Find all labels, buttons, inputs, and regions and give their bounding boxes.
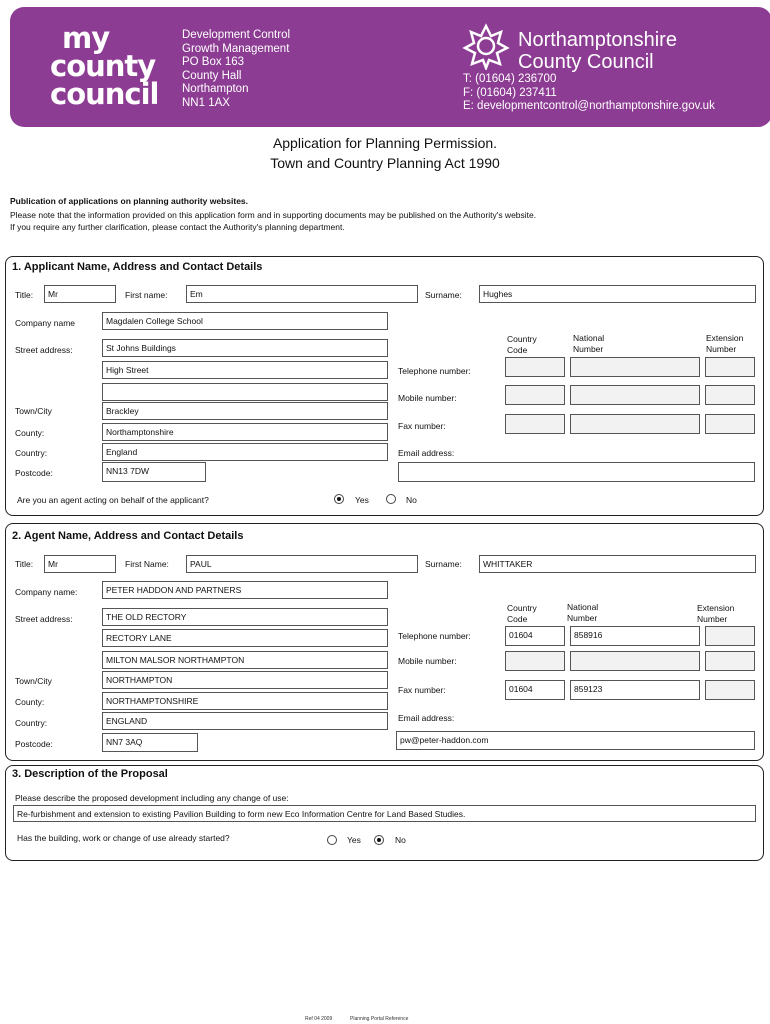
label-fax: Fax number: [398, 421, 446, 431]
form-title-line2: Town and Country Planning Act 1990 [270, 155, 500, 171]
section-3-title: 3. Description of the Proposal [12, 768, 168, 780]
proposal-description-field[interactable]: Re-furbishment and extension to existing Pavilion Building to form new Eco Information Centre for Land Based Studies. [13, 805, 756, 822]
applicant-first-name-field[interactable]: Em [186, 285, 418, 303]
label-agent-postcode: Postcode: [15, 739, 53, 749]
agent-no-radio[interactable] [386, 494, 396, 504]
applicant-town-field[interactable]: Brackley [102, 402, 388, 420]
agent-question: Are you an agent acting on behalf of the applicant? [17, 495, 209, 505]
letterhead-banner [10, 7, 770, 127]
label-agent-country: Country: [15, 718, 48, 728]
agent-fax-extension[interactable] [705, 680, 755, 700]
agent-fax-country-code[interactable]: 01604 [505, 680, 565, 700]
office-address: Development Control Growth Management PO Box 163 County Hall Northampton NN1 1AX [182, 29, 291, 109]
applicant-company-field[interactable]: Magdalen College School [102, 312, 388, 330]
agent-yes-label: Yes [355, 495, 369, 505]
applicant-tel-country-code[interactable] [505, 357, 565, 377]
label-national-number: National Number [573, 333, 605, 354]
section-2-title: 2. Agent Name, Address and Contact Details [12, 530, 244, 542]
label-company: Company name [15, 318, 76, 328]
agent-street-line1[interactable]: THE OLD RECTORY [102, 608, 388, 626]
label-agent-country-code: Country Code [507, 603, 537, 624]
agent-fax-national[interactable]: 859123 [570, 680, 700, 700]
agent-tel-country-code[interactable]: 01604 [505, 626, 565, 646]
label-agent-county: County: [15, 697, 45, 707]
label-agent-national-number: National Number [567, 602, 599, 623]
label-county: County: [15, 428, 45, 438]
started-no-label: No [395, 835, 406, 845]
label-agent-fax: Fax number: [398, 685, 446, 695]
label-title: Title: [15, 290, 34, 300]
applicant-mobile-country-code[interactable] [505, 385, 565, 405]
label-agent-town: Town/City [15, 676, 52, 686]
label-agent-email: Email address: [398, 713, 455, 723]
label-agent-company: Company name: [15, 587, 78, 597]
applicant-fax-country-code[interactable] [505, 414, 565, 434]
started-no-radio[interactable] [374, 835, 384, 845]
started-question: Has the building, work or change of use already started? [17, 833, 230, 843]
agent-surname-field[interactable]: WHITTAKER [479, 555, 756, 573]
agent-town-field[interactable]: NORTHAMPTON [102, 671, 388, 689]
label-town: Town/City [15, 406, 52, 416]
label-postcode: Postcode: [15, 468, 53, 478]
applicant-fax-extension[interactable] [705, 414, 755, 434]
applicant-tel-extension[interactable] [705, 357, 755, 377]
agent-country-field[interactable]: ENGLAND [102, 712, 388, 730]
label-agent-telephone: Telephone number: [398, 631, 471, 641]
proposal-prompt: Please describe the proposed development including any change of use: [15, 793, 289, 803]
label-agent-extension-number: Extension Number [697, 603, 735, 624]
label-telephone: Telephone number: [398, 366, 471, 376]
label-street: Street address: [15, 345, 73, 355]
applicant-mobile-extension[interactable] [705, 385, 755, 405]
applicant-tel-national[interactable] [570, 357, 700, 377]
council-name: Northamptonshire County Council [518, 29, 677, 73]
agent-first-name-field[interactable]: PAUL [186, 555, 418, 573]
label-extension-number: Extension Number [706, 333, 744, 354]
applicant-street-line1[interactable]: St Johns Buildings [102, 339, 388, 357]
applicant-fax-national[interactable] [570, 414, 700, 434]
label-agent-mobile: Mobile number: [398, 656, 457, 666]
label-country-code: Country Code [507, 334, 537, 355]
applicant-street-line3[interactable] [102, 383, 388, 401]
agent-street-line3[interactable]: MILTON MALSOR NORTHAMPTON [102, 651, 388, 669]
form-title-line1: Application for Planning Permission. [272, 135, 498, 151]
label-agent-surname: Surname: [425, 559, 462, 569]
rose-crest-icon [462, 22, 510, 70]
footer-portal-reference: Planning Portal Reference [350, 1016, 409, 1022]
agent-email-field[interactable]: pw@peter-haddon.com [396, 731, 755, 750]
applicant-mobile-national[interactable] [570, 385, 700, 405]
footer-ref: Ref 04 2009 [305, 1016, 333, 1022]
label-surname: Surname: [425, 290, 462, 300]
applicant-email-field[interactable] [398, 462, 755, 482]
my-county-council-logo: my county council [50, 21, 159, 111]
started-yes-label: Yes [347, 835, 361, 845]
label-first-name: First name: [125, 290, 168, 300]
applicant-title-field[interactable]: Mr [44, 285, 116, 303]
applicant-surname-field[interactable]: Hughes [479, 285, 756, 303]
contact-details: T: (01604) 236700 F: (01604) 237411 E: developmentcontrol@northamptonshire.gov.uk [463, 73, 715, 112]
applicant-county-field[interactable]: Northamptonshire [102, 423, 388, 441]
started-yes-radio[interactable] [327, 835, 337, 845]
agent-company-field[interactable]: PETER HADDON AND PARTNERS [102, 581, 388, 599]
agent-title-field[interactable]: Mr [44, 555, 116, 573]
label-agent-title: Title: [15, 559, 34, 569]
publication-notice: Please note that the information provided on this application form and in supporting documents may be published on the Authority's website. If you require any further clarification, please contact the Authority's planning department. [10, 210, 537, 232]
agent-street-line2[interactable]: RECTORY LANE [102, 629, 388, 647]
agent-mobile-extension[interactable] [705, 651, 755, 671]
applicant-street-line2[interactable]: High Street [102, 361, 388, 379]
agent-mobile-country-code[interactable] [505, 651, 565, 671]
label-agent-street: Street address: [15, 614, 73, 624]
publication-heading: Publication of applications on planning authority websites. [10, 196, 249, 206]
agent-postcode-field[interactable]: NN7 3AQ [102, 733, 198, 752]
label-email: Email address: [398, 448, 455, 458]
agent-county-field[interactable]: NORTHAMPTONSHIRE [102, 692, 388, 710]
applicant-postcode-field[interactable]: NN13 7DW [102, 462, 206, 482]
section-1-title: 1. Applicant Name, Address and Contact Details [12, 261, 263, 273]
label-agent-first-name: First Name: [125, 559, 169, 569]
agent-no-label: No [406, 495, 417, 505]
agent-tel-national[interactable]: 858916 [570, 626, 700, 646]
label-country: Country: [15, 448, 48, 458]
applicant-country-field[interactable]: England [102, 443, 388, 461]
agent-mobile-national[interactable] [570, 651, 700, 671]
label-mobile: Mobile number: [398, 393, 457, 403]
agent-yes-radio[interactable] [334, 494, 344, 504]
agent-tel-extension[interactable] [705, 626, 755, 646]
